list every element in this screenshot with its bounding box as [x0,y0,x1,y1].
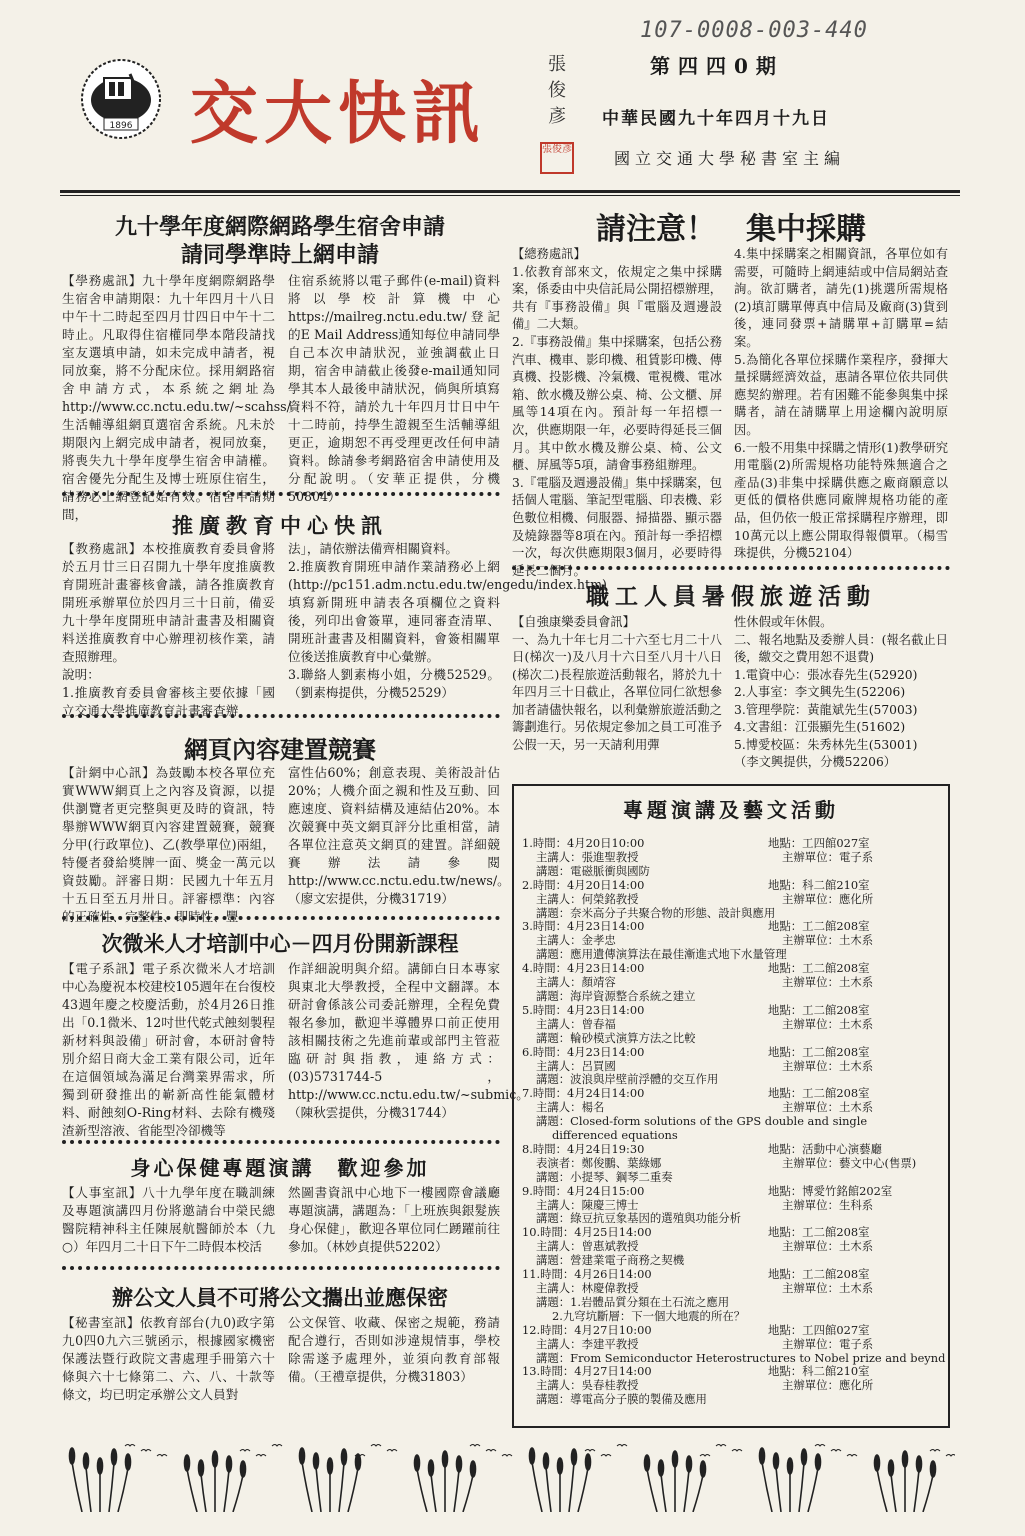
lecture-time: 3.時間：4月23日14:00 [522,919,645,934]
lecture-topic: 講題：海岸資源整合系統之建立 [536,988,696,1003]
reed-head [213,1451,218,1467]
lecture-row [522,1365,948,1379]
lecture-speaker: 主講人：李建平教授 [536,1336,639,1351]
lecture-host: 主辦單位：土木系 [782,1016,874,1031]
lecture-place: 地點：活動中心演藝廳 [768,1141,882,1156]
procurement-left: 【總務處訊】 1.依教育部來文，依規定之集中採購案，係委由中央信託局公開招標辦理，共有『事務設備』與『電腦及週邊設備』二大類。 2.『事務設備』集中採購案，包括公務汽車、機車、影印機、租賃影印機、傳真機、投影機、冷氣機、電視機、電冰箱、飲水機及辦公桌、椅、公文櫃、屏風等14項在內。預計每一年招標一次，供應期限一年，必要時得延長三個月。其中飲水機及辦公桌、椅、公文櫃、屏風等5項，請會事務組辦理。 3.『電腦及週邊設備』集中採購案，包括個人電腦、筆記型電腦、印表機、彩色數位相機、伺服器、掃描器、顯示器及燒錄器等8項在內。預計每一季招標一次，每次供應期限3個月，必要時得延長二個月。 [512,247,722,578]
reed-stem [86,1467,91,1512]
lecture-time: 2.時間：4月20日14:00 [522,877,645,892]
lectures-box [512,784,950,1428]
lecture-place: 地點：工二館208室 [768,961,870,976]
lecture-speaker: 主講人：金孝忠 [536,933,616,948]
reed-stem [808,1468,818,1512]
lecture-time: 4.時間：4月23日14:00 [522,961,645,976]
dotted-divider [62,492,500,496]
lecture-speaker: 主講人：呂買國 [536,1058,616,1073]
procurement-title: 請注意！ 集中採購 [596,212,866,247]
reed-head [659,1460,664,1476]
lecture-row [522,920,948,934]
reed-head [816,1454,821,1470]
lecture-place: 地點：科二館210室 [768,877,870,892]
lecture-topic: 講題：波浪與岸壁前浮體的交互作用 [536,1072,719,1087]
lecture-row [522,962,948,976]
extension-edu-intro: 【教務處訊】本校推廣教育委員會將於五月廿三日召開九十學年度推廣教育開班計畫審核會議，請各推廣教育開班承辦單位於四月三十日前，備妥九十學年度開班申請計畫書及相關資料送推廣教育中心辦理初核作業，請查照辦理。 [62,541,275,664]
submicron-course-col1: 【電子系訊】電子系次微米人才培訓中心為慶祝本校建校105週年在台復校43週年慶之校慶活動，於4月26日推出「0.1微米、12吋世代乾式蝕刻製程新材料與設備」研討會，本研討會特別介紹日商大金工業有限公司，近年在這個領域為滿足台灣業界需求，所獨到研發推出的嶄新高性能氣體材料、耐蝕刻O-Ring材料、去除有機殘渣新型溶液、省能型冷卻機等 [62,961,275,1138]
lecture-time: 1.時間：4月20日10:00 [522,836,645,850]
webpage-contest-col2: 富性佔60%；創意表現、美術設計佔20%；人機介面之親和性及互動、回應速度、資料結構及連結佔20%。本次競賽中英文網頁評分比重相當，請各單位注意英文網頁的建置。詳細競賽辦法請參閱http://www.cc.nctu.edu.tw/news/。（廖文宏提供，分機31719） [288,765,510,906]
dotted-divider [512,566,950,570]
lecture-topic: 講題：1.岩體品質分類在土石流之應用 [536,1294,730,1309]
reed-head [314,1453,319,1469]
issue-date: 中華民國九十年四月十九日 [602,109,830,129]
reed-head [328,1458,333,1474]
reed-head [84,1453,89,1469]
lecture-host: 主辦單位：土木系 [782,1239,874,1254]
reed-head [300,1448,305,1464]
issue-number: 第四四0期 [650,54,784,78]
reed-stem [109,1463,114,1512]
calligraphy-signature: 張俊彥 [548,54,566,127]
health-lecture-title: 身心保健專題演講 歡迎參加 [130,1156,430,1180]
lecture-speaker: 主講人：曾惠斌教授 [536,1239,639,1254]
lecture-time: 6.時間：4月23日14:00 [522,1044,645,1059]
bird [470,1445,480,1447]
lecture-host: 主辦單位：生科系 [782,1197,874,1212]
reed-stem [187,1469,197,1512]
lecture-row [522,1101,948,1115]
lecture-time: 13.時間：4月27日14:00 [522,1364,652,1379]
reed-head [544,1453,549,1469]
reed-stem [72,1462,82,1512]
reed-head [572,1449,577,1465]
lecture-row [522,1338,948,1352]
bird [272,1445,282,1447]
reed-stem [661,1474,666,1512]
lecture-row [522,1282,948,1296]
lecture-host: 主辦單位：電子系 [782,849,874,864]
reed-head [875,1455,880,1471]
lecture-row [522,1296,948,1310]
health-lecture-col2: 然圖書資訊中心地下一樓國際會議廳專題演講，講題為：「上班族與銀髮族身心保健」，歡迎各單位同仁踴躍前往參加。（林妙貞提供52202） [288,1185,500,1254]
lecture-speaker: 表演者：鄭俊鵬、葉綠娜 [536,1155,662,1170]
lecture-topic: 講題：電磁脈衝與國防 [536,863,650,878]
staff-trip-right: 性休假或年休假。 二、報名地點及委辦人員：(報名截止日後，繳交之費用恕不退費) 1.電資中心：張冰春先生(52920) 2.人事室：李文興先生(52206) 3.管理學院：黃龍斌先生(57003) 4.文書組：江張顯先生(51602) 5.博愛校區：朱秀林先生(53001) （李文興提供，分機52206） [734,615,948,769]
lecture-speaker: 主講人：吳春桂教授 [536,1378,639,1393]
reed-head [645,1455,650,1471]
reed-head [126,1454,131,1470]
lecture-row [522,1268,948,1282]
lecture-topic: 講題：小提琴、鋼琴二重奏 [536,1169,673,1184]
lecture-row [522,1352,948,1366]
bird [716,1445,726,1447]
lecture-place: 地點：博愛竹銘館202室 [768,1183,893,1198]
reeds-and-birds-illustration [60,1440,955,1512]
lecture-speaker: 主講人：曾春福 [536,1016,616,1031]
lecture-row [522,1157,948,1171]
lecture-host: 主辦單位：土木系 [782,1058,874,1073]
lecture-host: 主辦單位：土木系 [782,933,874,948]
reed-stem [799,1463,804,1512]
lecture-row [522,1310,948,1324]
lecture-row [522,1199,948,1213]
lecture-time: 10.時間：4月25日14:00 [522,1225,652,1240]
reed-stem [569,1463,574,1512]
lecture-speaker: 主講人：何榮銘教授 [536,891,639,906]
extension-edu-col1 [62,540,275,720]
lecture-row [522,1032,948,1046]
submicron-course-title: 次微米人才培訓中心－四月份開新課程 [101,931,459,956]
lecture-row [522,1171,948,1185]
submicron-course-col2: 作詳細說明與介紹。講師白日本專家與東北大學教授，全程中文翻譯。本研討會係該公司委託辦理，全程免費報名參加，歡迎半導體界口前正使用該相關技術之先進前輩或部門主管蒞臨研討與指教，連絡方式：(03)5731744-5，http://www.cc.nctu.edu.tw/~submic。（陳秋雲提供，分機31744） [288,961,529,1120]
reed-head [558,1458,563,1474]
dotted-divider [62,1140,500,1144]
lecture-place: 地點：工二館208室 [768,1267,870,1282]
reed-head [70,1448,75,1464]
lecture-place: 地點：工二館208室 [768,919,870,934]
lecture-row [522,1129,948,1143]
dotted-divider [62,916,500,920]
lecture-row [522,893,948,907]
lecture-row [522,1212,948,1226]
dotted-divider [62,1266,500,1270]
archive-handwritten-note: 107-0008-003-440 [640,18,868,43]
extension-edu-item2: 2.推廣教育開班申請作業請務必上網(http://pc151.adm.nctu.edu.tw/engedu/index.htm)填寫新開班申請表各項欄位之資料後，列印出會簽單，連同審查清單、開班計畫書及相關資料，會簽相關單位後送推廣教育中心彙辦。 [288,559,607,664]
lecture-host: 主辦單位：藝文中心(售票) [782,1155,917,1170]
reed-head [471,1461,476,1477]
lecture-host: 主辦單位：應化所 [782,891,874,906]
reed-head [760,1448,765,1464]
lecture-topic: 講題：綠豆抗豆象基因的選殖與功能分析 [536,1211,742,1226]
lecture-place: 地點：工二館208室 [768,1086,870,1101]
masthead-title: 交大快訊 [190,74,487,154]
bird [732,1450,742,1452]
reed-head [429,1460,434,1476]
reed-head [342,1449,347,1465]
lecture-time: 8.時間：4月24日19:30 [522,1141,645,1156]
reed-stem [463,1475,473,1512]
reed-stem [302,1462,312,1512]
bird [585,1450,595,1452]
reed-head [889,1460,894,1476]
bird [240,1450,250,1452]
health-lecture-col1: 【人事室訊】八十九學年度在職訓練及專題演講四月份將邀請台中榮民總醫院精神科主任陳展航醫師於本（九○）年四月二十日下午二時假本校活 [62,1185,275,1254]
lecture-row [522,1115,948,1129]
extension-edu-item3: 3.聯絡人劉素梅小姐，分機52529。（劉素梅提供，分機52529） [288,667,500,700]
lecture-row [522,1240,948,1254]
editor-line: 國立交通大學秘書室主編 [614,149,846,168]
reed-head [687,1456,692,1472]
lecture-row [522,1018,948,1032]
lecture-row [522,865,948,879]
lecture-topic: 講題：營建業電子商務之契機 [536,1253,685,1268]
lecture-place: 地點：工四館027室 [768,1322,870,1337]
bird [141,1450,151,1452]
reed-stem [532,1462,542,1512]
lecture-row [522,851,948,865]
lecture-host: 主辦單位：電子系 [782,1336,874,1351]
lecture-time: 12.時間：4月27日10:00 [522,1322,652,1337]
bird [256,1455,266,1457]
reed-stem [417,1469,427,1512]
lecture-topic-2: 2.九穹坑斷層：下一個大地震的所在？ [552,1308,746,1323]
reed-head [917,1456,922,1472]
lecture-speaker: 主講人：張進聖教授 [536,849,639,864]
lecture-speaker: 主講人：林慶偉教授 [536,1281,639,1295]
reed-head [112,1449,117,1465]
lecture-topic: 講題：導電高分子膜的製備及應用 [536,1392,707,1407]
dotted-divider [62,714,500,718]
reed-stem [762,1462,772,1512]
reed-head [774,1453,779,1469]
lecture-row [522,1073,948,1087]
lecture-time: 7.時間：4月24日14:00 [522,1086,645,1101]
reed-stem [316,1467,321,1512]
lecture-row [522,1087,948,1101]
lecture-row [522,907,948,921]
bird [387,1450,397,1452]
reed-head [802,1449,807,1465]
bird [601,1455,611,1457]
lecture-place: 地點：科二館210室 [768,1364,870,1379]
lecture-topic: 講題：Closed-form solutions of the GPS double and single [536,1114,868,1129]
lecture-speaker: 主講人：楊名 [536,1100,605,1115]
confidential-docs-title: 辦公文人員不可將公文攜出並應保密 [112,1285,448,1310]
lecture-place: 地點：工四館027室 [768,836,870,850]
lecture-row [522,1060,948,1074]
bird [157,1455,167,1457]
lecture-row [522,948,948,962]
reed-stem [923,1475,933,1512]
reed-stem [693,1475,703,1512]
reed-stem [776,1467,781,1512]
bird [502,1455,512,1457]
lecture-host: 主辦單位：土木系 [782,1100,874,1115]
bird [815,1445,825,1447]
extension-edu-title: 推廣教育中心快訊 [172,513,388,538]
reed-stem [339,1463,344,1512]
confidential-docs-col2: 公文保管、收藏、保密之規範，務請配合遵行，否則如涉違規情事，學校除需遂予處理外，並須向教育部報備。（王禮章提供，分機31803） [288,1315,500,1384]
reed-head [931,1461,936,1477]
lectures-list [522,837,948,1407]
bird [700,1455,710,1457]
lecture-row [522,1324,948,1338]
staff-trip-title: 職工人員暑假旅遊活動 [586,583,876,610]
lecture-topic: 講題：輪砂模式演算方法之比較 [536,1030,696,1045]
extension-edu-item1-cont: 法」，請依辦法備齊相關資料。 [288,541,459,556]
staff-trip-left: 【自強康樂委員會訊】 一、為九十年七月二十六至七月二十八日(梯次一)及八月十六日至八月十八日(梯次二)長程旅遊活動報名，將於九十年四月三十日截止，各單位同仁欲想參加者請儘快報名，以利彙辦旅遊活動之籌劃進行。另依規定參加之員工可准予公假一天，另一天請利用彈 [512,615,722,752]
reed-head [443,1451,448,1467]
bird [371,1445,381,1447]
university-emblem-icon [80,58,162,140]
reed-head [241,1461,246,1477]
extension-edu-col2 [288,540,607,702]
reed-head [701,1461,706,1477]
reed-stem [684,1470,689,1512]
bird [946,1455,955,1457]
extension-edu-item1: 1.推廣教育委員會審核主要依據「國立交通大學推廣教育計畫審查辦 [62,685,275,718]
confidential-docs-col1: 【秘書室訊】依教育部台(九0)政字第九0四0九六三號函示，根據國家機密保護法暨行政院文書處理手冊第六十條與六十七條第二、六、八、十款等條文，均已明定承辦公文人員對 [62,1315,275,1402]
reed-head [199,1460,204,1476]
reed-stem [201,1474,206,1512]
reed-head [530,1448,535,1464]
lecture-time: 11.時間：4月26日14:00 [522,1267,652,1282]
lecture-time: 9.時間：4月24日15:00 [522,1183,645,1198]
lecture-row [522,934,948,948]
dorm-article-col1: 【學務處訊】九十學年度網際網路學生宿舍申請期限：九十年四月十八日中午十二時起至四月廿四日中午十二時止。凡取得住宿權同學本階段請找室友選填申請，如未完成申請者，視同放棄，將不分配床位。採用網路宿舍申請方式，本系統之網址為http://www.cc.nctu.edu.tw/~scahss/生活輔導組網頁選宿舍系統。凡未於期限內上網完成申請者，視同放棄，將喪失九十學年度學生宿舍申請權。宿舍優先分配生及博士班原住宿生，請務必上網登記始有效。宿舍申請期間， [62,273,291,522]
lecture-host: 主辦單位：土木系 [782,975,874,990]
procurement-right: 4.集中採購案之相關資訊，各單位如有需要，可隨時上網連結或中信局網站查詢。欲訂購者，請先(1)挑選所需規格(2)填訂購單傳真中信局及廠商(3)貨到後，連同發票+請購單+訂購單=結案。 5.為簡化各單位採購作業程序，發揮大量採購經濟效益，惠請各單位依共同供應契約辦理。若有困難不能參與集中採購者，請在請購單上用途欄內說明原因。 6.一般不用集中採購之情形(1)教學研究用電腦(2)所需規格功能特殊無適合之產品(3)非集中採購供應之廠商願意以更低的價格供應同廠牌規格功能的產品，但仍依一般正常採購程序辦理，即10萬元以上應公開取得報價單。（楊雪珠提供，分機52104） [734,247,948,561]
reed-stem [454,1470,459,1512]
reed-head [788,1458,793,1474]
dorm-article-title-2: 請同學準時上網申請 [180,242,379,268]
reed-stem [647,1469,657,1512]
reed-head [415,1455,420,1471]
lecture-row [522,837,948,851]
webpage-contest-title: 網頁內容建置競賽 [184,735,376,764]
dorm-article-title-1: 九十學年度網際網路學生宿舍申請 [114,214,445,240]
bird [831,1450,841,1452]
reed-stem [914,1470,919,1512]
reed-stem [546,1467,551,1512]
dorm-article-col2: 住宿系統將以電子郵件(e-mail)資料將以學校計算機中心https://mailreg.nctu.edu.tw/登記的E Mail Address通知每位申請同學自己本次申請狀況，並強調截止日期，宿舍申請截止後發e-mail通知同學其本人最後申請狀況，倘與所填寫資料不符，請於九十年四月廿日中午十二時前，持學生證親至生活輔導組更正，逾期恕不再受理更改任何申請資料。餘請參考網路宿舍申請使用及分配說明。（安華正提供，分機50804） [288,273,500,504]
lecture-row [522,1185,948,1199]
lecture-topic-2: differenced equations [552,1128,678,1143]
reed-head [227,1456,232,1472]
bird [486,1450,496,1452]
lectures-title: 專題演講及藝文活動 [623,798,839,822]
red-seal-stamp: 張俊彥 [540,142,574,174]
lecture-row [522,1143,948,1157]
lecture-row [522,1254,948,1268]
lecture-row [522,1226,948,1240]
lecture-place: 地點：工二館208室 [768,1225,870,1240]
reed-head [457,1456,462,1472]
reed-stem [578,1468,588,1512]
logo-year: 1896 [109,121,133,131]
lecture-place: 地點：工二館208室 [768,1002,870,1017]
lecture-speaker: 主講人：顏靖容 [536,975,616,990]
reed-head [673,1451,678,1467]
lecture-row [522,879,948,893]
extension-edu-note-label: 說明： [62,667,100,682]
bird [125,1445,135,1447]
lecture-row [522,1004,948,1018]
lecture-time: 5.時間：4月23日14:00 [522,1002,645,1017]
lecture-place: 地點：工二館208室 [768,1044,870,1059]
lecture-row [522,1379,948,1393]
reed-stem [224,1470,229,1512]
lecture-topic: 講題：From Semiconductor Heterostructures to Nobel prize and beynd [536,1350,946,1365]
header-rule [60,190,960,193]
lecture-row [522,1046,948,1060]
lecture-host: 主辦單位：土木系 [782,1281,874,1295]
bird [617,1445,627,1447]
reed-stem [118,1468,128,1512]
reed-stem [877,1469,887,1512]
bird [847,1455,857,1457]
lecture-speaker: 主講人：陳慶三博士 [536,1197,639,1212]
reed-head [98,1458,103,1474]
lecture-row [522,990,948,1004]
reed-stem [348,1468,358,1512]
webpage-contest-col1: 【計網中心訊】為鼓勵本校各單位充實WWW網頁上之內容及資源，以提供瀏覽者更完整與更及時的資訊，特舉辦WWW網頁內容建置競賽，競賽分甲(行政單位)、乙(教學單位)兩組，特優者發給獎牌一面、獎金一萬元以資鼓勵。評審日期：民國九十年五月十五日至五月卅日。評審標準：內容的正確性、完整性、即時性、豐 [62,765,275,924]
reed-stem [891,1474,896,1512]
reed-head [586,1454,591,1470]
lecture-row [522,976,948,990]
header-rule-thin [60,195,960,196]
reed-head [185,1455,190,1471]
lecture-topic: 講題：奈米高分子共聚合物的形態、設計與應用 [536,905,776,920]
lecture-topic: 講題：應用遺傳演算法在最佳漸進式地下水量管理 [536,947,787,962]
reed-head [903,1451,908,1467]
lecture-row [522,1393,948,1407]
reed-stem [233,1475,243,1512]
reed-stem [431,1474,436,1512]
bird [930,1450,940,1452]
lecture-host: 主辦單位：應化所 [782,1378,874,1393]
